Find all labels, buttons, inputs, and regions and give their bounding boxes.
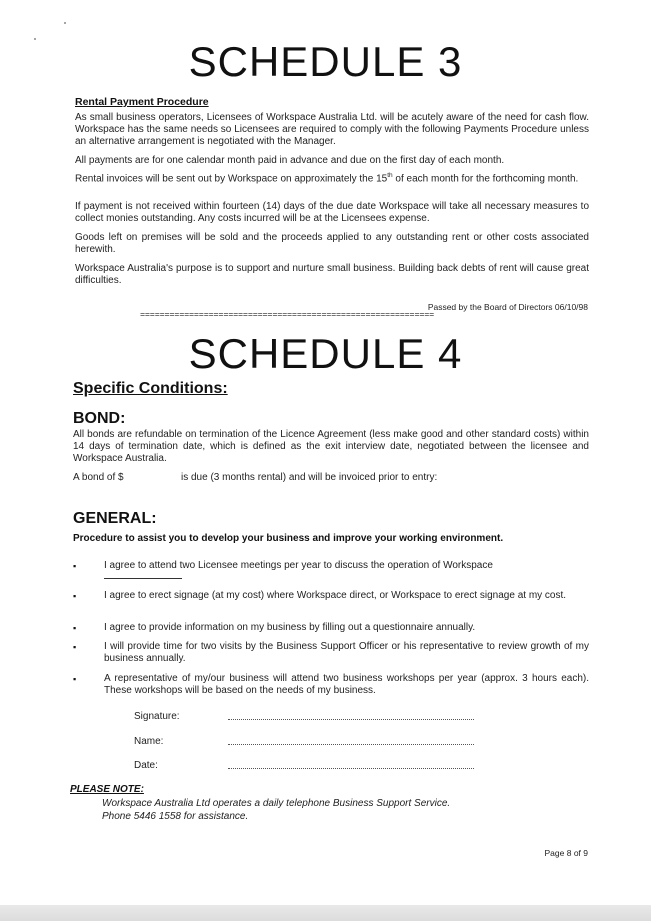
schedule-3-paragraph: Workspace Australia's purpose is to support and nurture small business. Building back debts of rent will cause great difficulties.: [75, 263, 589, 286]
rental-superscript: th: [387, 172, 393, 179]
procedure-statement: Procedure to assist you to develop your business and improve your working environment.: [73, 533, 504, 544]
schedule-3-title: SCHEDULE 3: [188, 38, 463, 85]
rental-payment-heading: Rental Payment Procedure: [75, 96, 209, 108]
scan-speck: [64, 22, 66, 24]
bullet-icon: ▪: [73, 642, 77, 652]
general-bullet-item: A representative of my/our business will attend two business workshops per year (approx. 3 hours each). These workshops will be based on the needs of my business.: [104, 673, 589, 696]
date-field[interactable]: [228, 768, 474, 769]
schedule-4-title: SCHEDULE 4: [188, 330, 463, 377]
schedule-3-paragraph: If payment is not received within fourteen (14) days of the due date Workspace will take all necessary measures to collect monies outstanding. Any costs incurred will be at the Licensees expense.: [75, 201, 589, 224]
bond-heading: BOND:: [73, 410, 126, 427]
note-line: Workspace Australia Ltd operates a daily telephone Business Support Service.: [102, 798, 451, 809]
general-bullet-item: I will provide time for two visits by the Business Support Officer or his representative to review growth of my business annually.: [104, 641, 589, 664]
schedule-3-paragraph: All payments are for one calendar month paid in advance and due on the first day of each month.: [75, 155, 505, 166]
signature-field[interactable]: [228, 719, 474, 720]
schedule-3-paragraph: As small business operators, Licensees of Workspace Australia Ltd. will be acutely aware of the need for cash flow. Workspace has the same needs so Licensees are required to comply with the following Payments Procedure unless an alternative arrangement is negotiated with the Manager.: [75, 112, 589, 147]
scan-bottom-edge: [0, 905, 651, 921]
please-note-heading: PLEASE NOTE:: [70, 784, 144, 795]
general-bullet-item: I agree to erect signage (at my cost) where Workspace direct, or Workspace to erect signage at my cost.: [104, 590, 567, 601]
general-heading: GENERAL:: [73, 510, 157, 527]
schedule-3-paragraph: Goods left on premises will be sold and the proceeds applied to any outstanding rent or other costs associated herewith.: [75, 232, 589, 255]
blank-underline: [104, 578, 182, 579]
bond-amount-text: is due (3 months rental) and will be invoiced prior to entry:: [181, 472, 438, 483]
rental-text: of each month for the forthcoming month.: [392, 173, 579, 185]
bullet-icon: ▪: [73, 674, 77, 684]
section-separator: ============================================================: [140, 310, 435, 320]
schedule-3-paragraph-rental: [75, 170, 589, 185]
signature-label: Signature:: [134, 711, 180, 722]
bond-amount-label: A bond of $: [73, 472, 124, 483]
specific-conditions-heading: Specific Conditions:: [73, 380, 228, 397]
bullet-icon: ▪: [73, 591, 77, 601]
note-line: Phone 5446 1558 for assistance.: [102, 811, 249, 822]
date-label: Date:: [134, 760, 158, 771]
name-field[interactable]: [228, 744, 474, 745]
general-bullet-item: I agree to attend two Licensee meetings per year to discuss the operation of Workspace: [104, 560, 493, 571]
passed-by-board-note: Passed by the Board of Directors 06/10/98: [427, 302, 588, 312]
rental-text: Rental invoices will be sent out by Workspace on approximately the 15: [75, 173, 388, 185]
bullet-icon: ▪: [73, 623, 77, 633]
bullet-icon: ▪: [73, 561, 77, 571]
bond-paragraph: All bonds are refundable on termination of the Licence Agreement (less make good and other standard costs) within 14 days of termination date, which is defined as the exit interview date, negotiated between the licensee and Workspace Australia.: [73, 429, 589, 464]
general-bullet-item: I agree to provide information on my business by filling out a questionnaire annually.: [104, 622, 476, 633]
page-number: Page 8 of 9: [544, 848, 588, 858]
name-label: Name:: [134, 736, 164, 747]
